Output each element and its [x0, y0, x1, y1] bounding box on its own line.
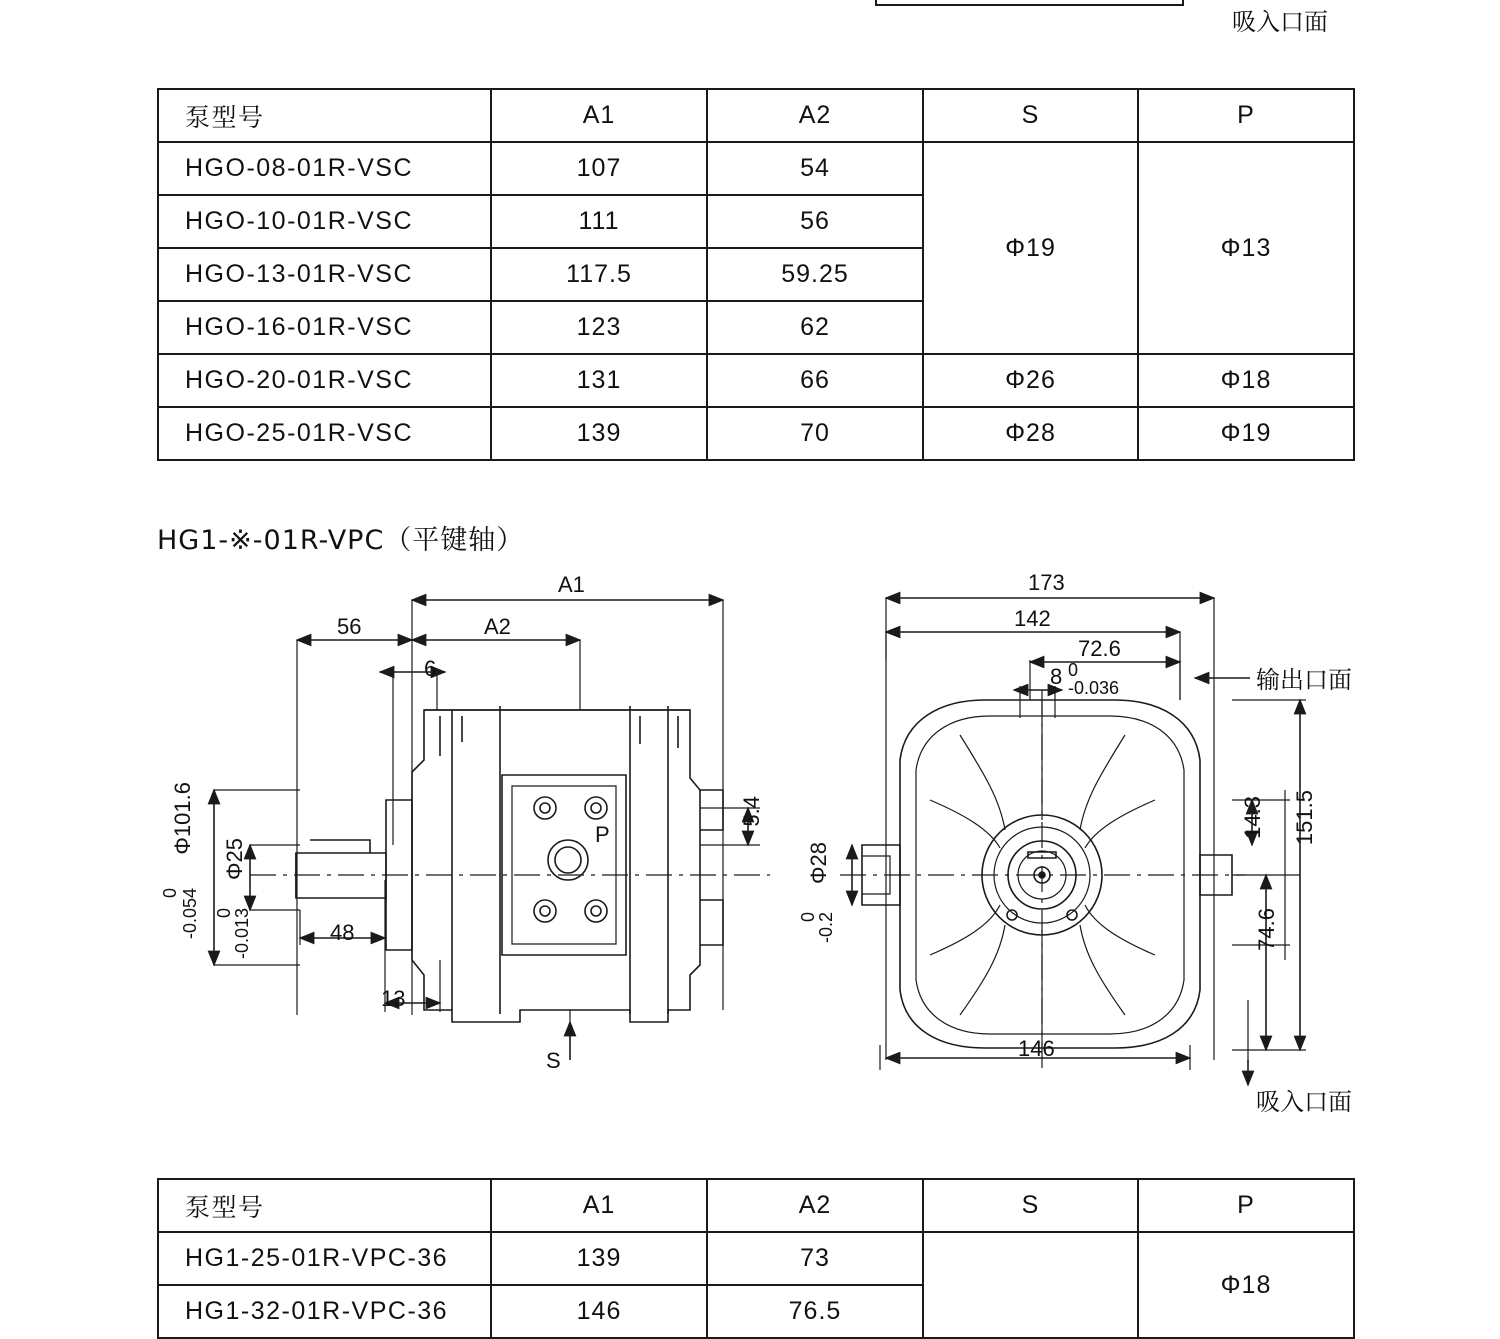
- label-inlet-port: 吸入口面: [1256, 1088, 1352, 1116]
- cell-a2: 66: [707, 354, 923, 407]
- table-row: [158, 407, 1354, 460]
- col-header-p: P: [1138, 1179, 1354, 1232]
- dim-label-key-tol-upper: 0: [1068, 660, 1079, 680]
- cell-a2: 62: [707, 301, 923, 354]
- col-header-model: 泵型号: [158, 1179, 491, 1232]
- dim-label-72-6: 72.6: [1078, 636, 1121, 661]
- cell-p-merged: Φ13: [1138, 142, 1354, 354]
- cell-model: HGO-16-01R-VSC: [158, 301, 491, 354]
- port-label-s: S: [546, 1048, 561, 1073]
- top-figure-suction-port-label: 吸入口面: [1232, 8, 1328, 36]
- col-header-p: P: [1138, 89, 1354, 142]
- cell-a2: 54: [707, 142, 923, 195]
- cell-a1: 117.5: [491, 248, 707, 301]
- col-header-a1: A1: [491, 1179, 707, 1232]
- cell-a2: 76.5: [707, 1285, 923, 1338]
- cell-model: HGO-10-01R-VSC: [158, 195, 491, 248]
- dim-label-14-3: 14.3: [1240, 796, 1265, 839]
- spec-table-vsc: [157, 88, 1355, 461]
- cell-a1: 146: [491, 1285, 707, 1338]
- table-row: [158, 1232, 1354, 1285]
- cell-s-merged: [923, 1232, 1138, 1338]
- dim-label-shaft-tol-upper: 0: [214, 908, 234, 919]
- cell-a1: 131: [491, 354, 707, 407]
- cell-model: HG1-25-01R-VPC-36: [158, 1232, 491, 1285]
- cell-s: Φ26: [923, 354, 1138, 407]
- dim-label-142: 142: [1014, 606, 1051, 631]
- dim-label-shaft-diameter: Φ25: [222, 838, 247, 881]
- dim-label-flange-tol-lower: -0.054: [180, 888, 200, 940]
- dim-label-5-4: 5.4: [739, 796, 764, 827]
- label-outlet-port: 输出口面: [1256, 666, 1352, 694]
- cell-a2: 59.25: [707, 248, 923, 301]
- cell-model: HGO-20-01R-VSC: [158, 354, 491, 407]
- dim-label-shaft-tol-lower: -0.013: [232, 908, 252, 960]
- section-caption: HG1-※-01R-VPC（平键轴）: [157, 525, 525, 556]
- cell-a2: 70: [707, 407, 923, 460]
- cell-model: HGO-25-01R-VSC: [158, 407, 491, 460]
- dim-label-flange-tol-upper: 0: [160, 888, 180, 899]
- cell-p: Φ19: [1138, 407, 1354, 460]
- table-header-row: [158, 1179, 1354, 1232]
- dim-label-173: 173: [1028, 570, 1065, 595]
- dim-label-a2: A2: [484, 614, 511, 639]
- cell-model: HGO-08-01R-VSC: [158, 142, 491, 195]
- dim-label-pilot-tol-upper: 0: [798, 912, 818, 923]
- cell-p-merged: Φ18: [1138, 1232, 1354, 1338]
- cell-model: HGO-13-01R-VSC: [158, 248, 491, 301]
- col-header-a1: A1: [491, 89, 707, 142]
- cell-a1: 139: [491, 1232, 707, 1285]
- cell-p: Φ18: [1138, 354, 1354, 407]
- col-header-a2: A2: [707, 89, 923, 142]
- col-header-s: S: [923, 89, 1138, 142]
- cell-a1: 107: [491, 142, 707, 195]
- dim-label-flange-diameter: Φ101.6: [170, 782, 195, 855]
- port-label-p: P: [595, 822, 610, 847]
- col-header-s: S: [923, 1179, 1138, 1232]
- dim-label-48: 48: [330, 920, 355, 945]
- dim-label-pilot-tol-lower: -0.2: [816, 912, 836, 944]
- table-row: [158, 142, 1354, 195]
- cell-a2: 56: [707, 195, 923, 248]
- dim-label-pilot-diameter: Φ28: [806, 842, 831, 885]
- top-figure-frame: [875, 0, 1184, 6]
- dim-label-6: 6: [424, 656, 437, 681]
- spec-table-vpc: [157, 1178, 1355, 1339]
- col-header-a2: A2: [707, 1179, 923, 1232]
- cell-a2: 73: [707, 1232, 923, 1285]
- dim-label-74-6: 74.6: [1254, 908, 1279, 951]
- cell-s: Φ28: [923, 407, 1138, 460]
- dim-label-key-width: 8: [1050, 664, 1063, 689]
- table-header-row: [158, 89, 1354, 142]
- cell-a1: 111: [491, 195, 707, 248]
- dim-label-a1: A1: [558, 572, 585, 597]
- col-header-model: 泵型号: [158, 89, 491, 142]
- cell-a1: 139: [491, 407, 707, 460]
- cell-s-merged: Φ19: [923, 142, 1138, 354]
- dim-label-151-5: 151.5: [1292, 790, 1317, 846]
- table-row: [158, 354, 1354, 407]
- cell-model: HG1-32-01R-VPC-36: [158, 1285, 491, 1338]
- dim-label-56: 56: [337, 614, 362, 639]
- dim-label-key-tol-lower: -0.036: [1068, 678, 1120, 698]
- dim-label-13: 13: [381, 986, 406, 1011]
- dim-label-146: 146: [1018, 1036, 1055, 1061]
- cell-a1: 123: [491, 301, 707, 354]
